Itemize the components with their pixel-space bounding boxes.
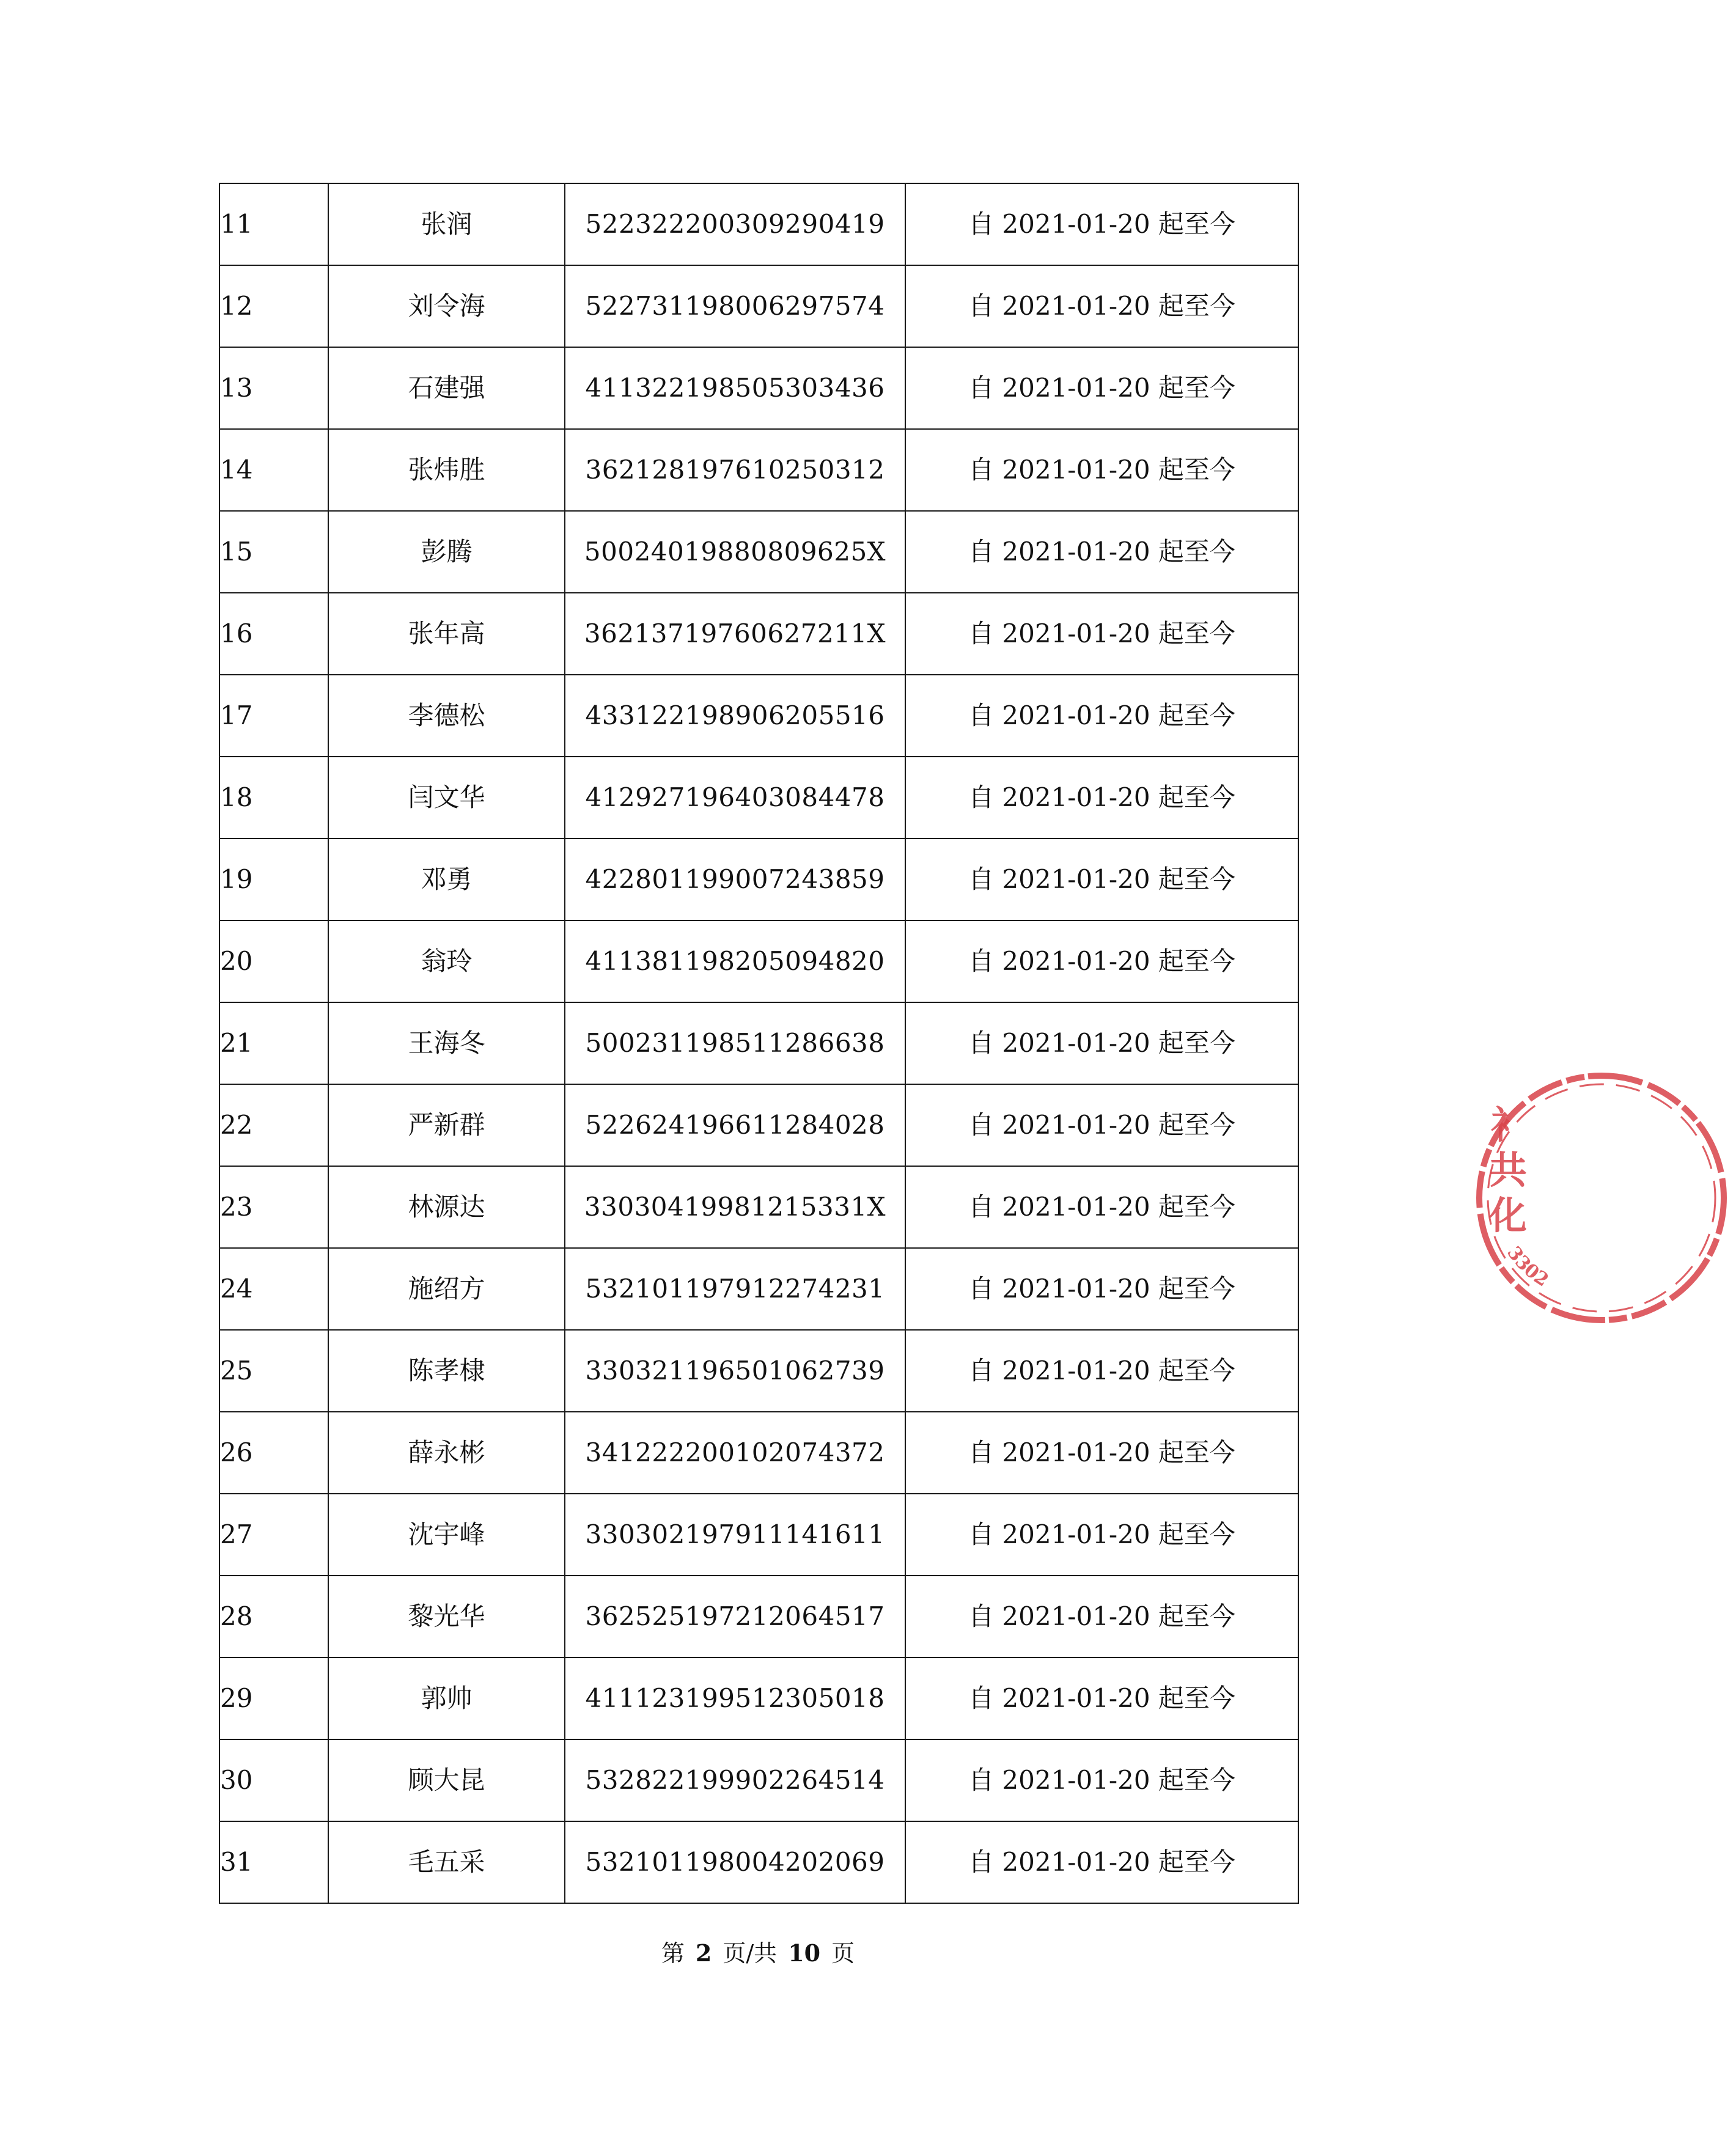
name-cell: 陈孝棣 bbox=[328, 1330, 565, 1412]
id-number-cell: 330321196501062739 bbox=[565, 1330, 905, 1412]
period-cell: 自 2021-01-20 起至今 bbox=[905, 1821, 1298, 1903]
period-cell: 自 2021-01-20 起至今 bbox=[905, 347, 1298, 429]
row-number-cell: 28 bbox=[219, 1576, 328, 1658]
table-row bbox=[219, 839, 1298, 920]
row-number-cell: 17 bbox=[219, 675, 328, 757]
row-number-cell: 18 bbox=[219, 757, 328, 839]
page-footer bbox=[0, 1934, 1516, 1968]
row-number-cell: 21 bbox=[219, 1002, 328, 1084]
table-row bbox=[219, 183, 1298, 265]
id-number-cell: 433122198906205516 bbox=[565, 675, 905, 757]
period-cell: 自 2021-01-20 起至今 bbox=[905, 1330, 1298, 1412]
id-number-cell: 532101197912274231 bbox=[565, 1248, 905, 1330]
id-number-cell: 362128197610250312 bbox=[565, 429, 905, 511]
table-row bbox=[219, 347, 1298, 429]
id-number-cell: 36213719760627211X bbox=[565, 593, 905, 675]
row-number-cell: 13 bbox=[219, 347, 328, 429]
table-row bbox=[219, 1084, 1298, 1166]
name-cell: 薛永彬 bbox=[328, 1412, 565, 1494]
name-cell: 王海冬 bbox=[328, 1002, 565, 1084]
period-cell: 自 2021-01-20 起至今 bbox=[905, 920, 1298, 1002]
row-number-cell: 22 bbox=[219, 1084, 328, 1166]
seal-number: 3302 bbox=[1502, 1242, 1553, 1291]
name-cell: 闫文华 bbox=[328, 757, 565, 839]
table-row bbox=[219, 593, 1298, 675]
name-cell: 李德松 bbox=[328, 675, 565, 757]
row-number-cell: 26 bbox=[219, 1412, 328, 1494]
name-cell: 毛五采 bbox=[328, 1821, 565, 1903]
row-number-cell: 14 bbox=[219, 429, 328, 511]
table-row bbox=[219, 1412, 1298, 1494]
period-cell: 自 2021-01-20 起至今 bbox=[905, 265, 1298, 347]
row-number-cell: 23 bbox=[219, 1166, 328, 1248]
period-cell: 自 2021-01-20 起至今 bbox=[905, 429, 1298, 511]
name-cell: 张润 bbox=[328, 183, 565, 265]
seal-char: 衤 bbox=[1490, 1103, 1529, 1147]
id-number-cell: 500231198511286638 bbox=[565, 1002, 905, 1084]
table-row bbox=[219, 1739, 1298, 1821]
total-page-number: 10 bbox=[788, 1939, 821, 1967]
table-row bbox=[219, 1494, 1298, 1576]
table-row bbox=[219, 1166, 1298, 1248]
table-row bbox=[219, 511, 1298, 593]
id-number-cell: 362525197212064517 bbox=[565, 1576, 905, 1658]
name-cell: 石建强 bbox=[328, 347, 565, 429]
id-number-cell: 522322200309290419 bbox=[565, 183, 905, 265]
name-cell: 郭帅 bbox=[328, 1658, 565, 1739]
period-cell: 自 2021-01-20 起至今 bbox=[905, 1739, 1298, 1821]
name-cell: 严新群 bbox=[328, 1084, 565, 1166]
name-cell: 张年高 bbox=[328, 593, 565, 675]
row-number-cell: 16 bbox=[219, 593, 328, 675]
period-cell: 自 2021-01-20 起至今 bbox=[905, 675, 1298, 757]
period-cell: 自 2021-01-20 起至今 bbox=[905, 757, 1298, 839]
period-cell: 自 2021-01-20 起至今 bbox=[905, 839, 1298, 920]
period-cell: 自 2021-01-20 起至今 bbox=[905, 1166, 1298, 1248]
id-number-cell: 412927196403084478 bbox=[565, 757, 905, 839]
id-number-cell: 411322198505303436 bbox=[565, 347, 905, 429]
row-number-cell: 19 bbox=[219, 839, 328, 920]
footer-middle: 页/共 bbox=[723, 1940, 778, 1967]
row-number-cell: 30 bbox=[219, 1739, 328, 1821]
personnel-table-body bbox=[219, 183, 1298, 1903]
id-number-cell: 422801199007243859 bbox=[565, 839, 905, 920]
table-row bbox=[219, 675, 1298, 757]
table-row bbox=[219, 920, 1298, 1002]
row-number-cell: 31 bbox=[219, 1821, 328, 1903]
period-cell: 自 2021-01-20 起至今 bbox=[905, 1494, 1298, 1576]
footer-suffix: 页 bbox=[831, 1940, 855, 1967]
row-number-cell: 11 bbox=[219, 183, 328, 265]
table-row bbox=[219, 1576, 1298, 1658]
name-cell: 邓勇 bbox=[328, 839, 565, 920]
id-number-cell: 532101198004202069 bbox=[565, 1821, 905, 1903]
id-number-cell: 522731198006297574 bbox=[565, 265, 905, 347]
period-cell: 自 2021-01-20 起至今 bbox=[905, 593, 1298, 675]
name-cell: 沈宇峰 bbox=[328, 1494, 565, 1576]
name-cell: 刘令海 bbox=[328, 265, 565, 347]
period-cell: 自 2021-01-20 起至今 bbox=[905, 511, 1298, 593]
row-number-cell: 29 bbox=[219, 1658, 328, 1739]
id-number-cell: 50024019880809625X bbox=[565, 511, 905, 593]
period-cell: 自 2021-01-20 起至今 bbox=[905, 1084, 1298, 1166]
footer-prefix: 第 bbox=[661, 1940, 685, 1967]
seal-char: 化 bbox=[1489, 1193, 1528, 1238]
period-cell: 自 2021-01-20 起至今 bbox=[905, 1412, 1298, 1494]
id-number-cell: 522624196611284028 bbox=[565, 1084, 905, 1166]
current-page-number: 2 bbox=[695, 1939, 712, 1967]
official-seal-stamp bbox=[1467, 1063, 1736, 1332]
id-number-cell: 33030419981215331X bbox=[565, 1166, 905, 1248]
id-number-cell: 411123199512305018 bbox=[565, 1658, 905, 1739]
table-row bbox=[219, 1330, 1298, 1412]
id-number-cell: 532822199902264514 bbox=[565, 1739, 905, 1821]
row-number-cell: 20 bbox=[219, 920, 328, 1002]
table-row bbox=[219, 265, 1298, 347]
name-cell: 彭腾 bbox=[328, 511, 565, 593]
row-number-cell: 25 bbox=[219, 1330, 328, 1412]
id-number-cell: 341222200102074372 bbox=[565, 1412, 905, 1494]
row-number-cell: 12 bbox=[219, 265, 328, 347]
table-row bbox=[219, 1821, 1298, 1903]
id-number-cell: 330302197911141611 bbox=[565, 1494, 905, 1576]
name-cell: 黎光华 bbox=[328, 1576, 565, 1658]
table-row bbox=[219, 757, 1298, 839]
name-cell: 翁玲 bbox=[328, 920, 565, 1002]
row-number-cell: 15 bbox=[219, 511, 328, 593]
name-cell: 张炜胜 bbox=[328, 429, 565, 511]
personnel-table bbox=[219, 183, 1299, 1904]
id-number-cell: 411381198205094820 bbox=[565, 920, 905, 1002]
name-cell: 施绍方 bbox=[328, 1248, 565, 1330]
table-row bbox=[219, 1248, 1298, 1330]
row-number-cell: 24 bbox=[219, 1248, 328, 1330]
table-row bbox=[219, 429, 1298, 511]
period-cell: 自 2021-01-20 起至今 bbox=[905, 1576, 1298, 1658]
period-cell: 自 2021-01-20 起至今 bbox=[905, 1658, 1298, 1739]
row-number-cell: 27 bbox=[219, 1494, 328, 1576]
table-row bbox=[219, 1658, 1298, 1739]
name-cell: 顾大昆 bbox=[328, 1739, 565, 1821]
period-cell: 自 2021-01-20 起至今 bbox=[905, 1248, 1298, 1330]
period-cell: 自 2021-01-20 起至今 bbox=[905, 183, 1298, 265]
period-cell: 自 2021-01-20 起至今 bbox=[905, 1002, 1298, 1084]
table-row bbox=[219, 1002, 1298, 1084]
name-cell: 林源达 bbox=[328, 1166, 565, 1248]
seal-char: 共 bbox=[1489, 1148, 1528, 1192]
